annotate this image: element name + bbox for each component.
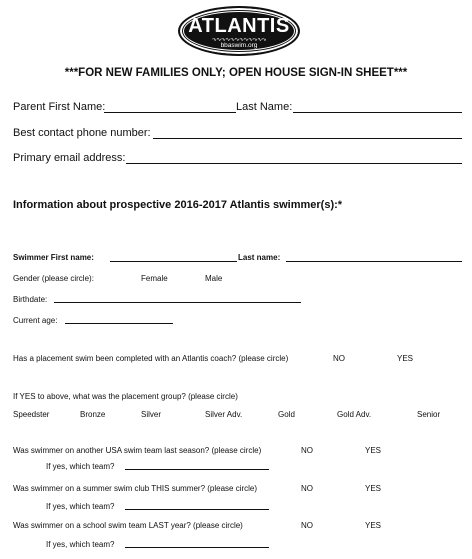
logo-url: bbaswim.org [220,42,258,49]
gender-male-option[interactable]: Male [205,274,223,283]
placement-group-question: If YES to above, what was the placement group? (please circle) [13,392,238,401]
group-gold-adv-option[interactable]: Gold Adv. [337,410,372,419]
usa-team-yes-option[interactable]: YES [365,446,382,455]
school-team-yes-option[interactable]: YES [365,521,382,530]
sheet-title: ***FOR NEW FAMILIES ONLY; OPEN HOUSE SIGN-IN SHEET*** [64,67,408,79]
email-label: Primary email address: [13,152,126,164]
birthdate-field[interactable] [54,302,301,303]
usa-team-which-field[interactable] [125,469,269,470]
summer-club-yes-option[interactable]: YES [365,484,382,493]
gender-female-option[interactable]: Female [141,274,168,283]
group-silver-option[interactable]: Silver [141,410,162,419]
placement-yes-option[interactable]: YES [397,354,414,363]
summer-club-which-field[interactable] [125,509,269,510]
usa-team-question: Was swimmer on another USA swim team last season? (please circle) [13,446,262,455]
swimmer-last-name-label: Last name: [238,253,281,262]
placement-question: Has a placement swim been completed with an Atlantis coach? (please circle) [13,354,289,363]
atlantis-logo [178,6,300,56]
phone-label: Best contact phone number: [13,127,151,139]
email-field[interactable] [126,163,462,164]
group-gold-option[interactable]: Gold [278,410,295,419]
swimmer-first-name-label: Swimmer First name: [13,253,94,262]
swimmer-section-title: Information about prospective 2016-2017 Atlantis swimmer(s):* [13,199,343,211]
group-speedster-option[interactable]: Speedster [13,410,50,419]
usa-team-which-label: If yes, which team? [46,462,115,471]
group-senior-option[interactable]: Senior [417,410,441,419]
group-silver-adv-option[interactable]: Silver Adv. [205,410,243,419]
phone-field[interactable] [153,138,462,139]
parent-last-name-field[interactable] [293,112,462,113]
logo-waves: ∿∿∿∿∿∿∿∿∿∿∿∿ [211,38,267,42]
swimmer-first-name-field[interactable] [110,261,237,262]
usa-team-no-option[interactable]: NO [301,446,313,455]
school-team-which-field[interactable] [125,547,269,548]
gender-label: Gender (please circle): [13,274,94,283]
parent-first-name-label: Parent First Name: [13,101,106,113]
school-team-no-option[interactable]: NO [301,521,313,530]
summer-club-which-label: If yes, which team? [46,502,115,511]
school-team-question: Was swimmer on a school swim team LAST year? (please circle) [13,521,243,530]
birthdate-label: Birthdate: [13,295,48,304]
logo-name: ATLANTIS [188,15,290,37]
swimmer-last-name-field[interactable] [286,261,462,262]
summer-club-no-option[interactable]: NO [301,484,313,493]
placement-no-option[interactable]: NO [333,354,345,363]
current-age-label: Current age: [13,316,58,325]
parent-last-name-label: Last Name: [236,101,293,113]
group-bronze-option[interactable]: Bronze [80,410,106,419]
school-team-which-label: If yes, which team? [46,540,115,549]
summer-club-question: Was swimmer on a summer swim club THIS summer? (please circle) [13,484,258,493]
current-age-field[interactable] [65,323,173,324]
parent-first-name-field[interactable] [104,112,236,113]
